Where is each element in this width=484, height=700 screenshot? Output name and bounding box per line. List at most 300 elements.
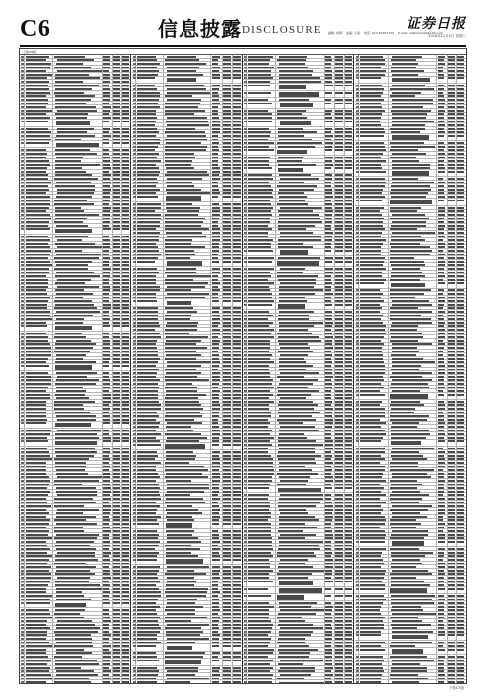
table-cell <box>278 670 315 672</box>
table-cell <box>325 581 333 583</box>
table-cell <box>122 505 129 507</box>
table-cell <box>212 139 219 141</box>
table-cell <box>360 433 387 435</box>
table-cell <box>392 660 434 662</box>
table-cell <box>165 415 202 417</box>
table-cell <box>360 121 381 123</box>
table-cell <box>26 516 46 518</box>
table-cell <box>223 545 231 547</box>
table-cell <box>457 192 464 194</box>
table-cell <box>360 149 386 151</box>
table-cell <box>279 422 304 424</box>
table-cell <box>448 602 455 604</box>
table-cell <box>448 117 455 119</box>
table-cell <box>133 559 136 561</box>
table-cell <box>248 624 273 626</box>
table-cell <box>244 534 247 536</box>
table-cell <box>113 455 120 457</box>
table-cell <box>248 656 268 658</box>
table-cell <box>212 390 221 392</box>
table-cell <box>438 128 445 130</box>
table-cell <box>166 340 200 342</box>
table-cell <box>122 469 129 471</box>
table-cell <box>21 642 24 644</box>
table-cell <box>233 599 241 601</box>
table-cell <box>56 473 88 475</box>
table-cell <box>360 512 381 514</box>
table-cell <box>248 369 269 371</box>
table-cell <box>448 563 455 565</box>
table-cell <box>277 419 316 421</box>
table-cell <box>223 85 231 87</box>
table-cell <box>165 476 208 478</box>
table-cell <box>325 347 333 349</box>
table-cell <box>457 106 464 108</box>
table-cell <box>280 372 319 374</box>
table-cell <box>122 153 129 155</box>
table-cell <box>56 318 84 320</box>
table-cell <box>212 311 219 313</box>
table-cell <box>233 239 241 241</box>
table-cell <box>248 131 271 133</box>
table-cell <box>392 613 435 615</box>
table-cell <box>345 325 352 327</box>
table-cell <box>55 304 94 306</box>
table-cell <box>448 484 455 486</box>
table-cell <box>137 573 158 575</box>
table-cell <box>223 581 231 583</box>
table-cell <box>448 599 455 601</box>
table-cell <box>325 469 332 471</box>
table-cell <box>137 541 161 543</box>
table-cell <box>244 361 247 363</box>
table-cell <box>244 142 247 144</box>
table-cell <box>21 437 24 439</box>
table-cell <box>103 595 109 597</box>
table-cell <box>133 74 136 76</box>
table-cell <box>223 390 231 392</box>
table-cell <box>360 189 384 191</box>
table-cell <box>212 351 219 353</box>
table-cell <box>335 451 343 453</box>
table-cell <box>137 519 157 521</box>
table-row <box>132 299 242 306</box>
table-cell <box>335 624 343 626</box>
table-cell <box>122 157 129 159</box>
table-cell <box>248 92 271 94</box>
table-cell <box>335 103 343 105</box>
table-cell <box>122 559 129 561</box>
table-cell <box>233 670 241 672</box>
table-cell <box>233 361 241 363</box>
table-cell <box>392 135 429 139</box>
table-cell <box>113 627 120 629</box>
table-cell <box>133 171 136 173</box>
table-cell <box>356 523 359 525</box>
table-cell <box>133 157 136 159</box>
table-cell <box>356 473 359 475</box>
table-cell <box>280 660 323 662</box>
table-cell <box>26 286 48 288</box>
table-cell <box>122 379 129 381</box>
table-cell <box>21 336 24 338</box>
table-cell <box>448 282 455 284</box>
table-cell <box>167 577 194 579</box>
table-cell <box>233 502 241 504</box>
table-cell <box>279 182 304 184</box>
table-cell <box>457 157 464 159</box>
table-cell <box>165 221 203 223</box>
table-cell <box>122 340 129 342</box>
table-cell <box>325 372 332 374</box>
table-cell <box>390 192 429 194</box>
table-cell <box>122 440 129 442</box>
table-cell <box>26 534 48 536</box>
table-cell <box>244 358 247 360</box>
table-cell <box>345 333 352 335</box>
table-cell <box>335 404 343 406</box>
table-cell <box>356 390 359 392</box>
table-cell <box>137 444 162 446</box>
table-cell <box>244 548 247 550</box>
table-cell <box>244 372 247 374</box>
table-cell <box>21 448 24 450</box>
table-cell <box>212 261 219 263</box>
table-cell <box>223 261 231 263</box>
table-cell <box>356 552 359 554</box>
table-cell <box>223 674 231 676</box>
table-cell <box>248 160 269 162</box>
table-cell <box>103 527 110 529</box>
table-cell <box>233 117 241 119</box>
table-cell <box>212 343 220 345</box>
table-cell <box>166 548 201 550</box>
table-cell <box>448 437 455 439</box>
table-cell <box>448 376 455 378</box>
table-cell <box>335 257 343 259</box>
table-cell <box>457 103 464 105</box>
table-cell <box>113 387 120 389</box>
table-cell <box>345 300 352 302</box>
table-cell <box>277 484 306 486</box>
table-cell <box>335 239 343 241</box>
table-cell <box>223 268 231 270</box>
table-cell <box>122 541 129 543</box>
table-cell <box>223 638 231 640</box>
table-cell <box>360 415 385 417</box>
table-cell <box>248 110 268 112</box>
table-cell <box>279 509 306 511</box>
table-cell <box>21 257 24 259</box>
table-cell <box>233 469 241 471</box>
table-cell <box>448 307 455 309</box>
table-cell <box>335 261 343 263</box>
table-cell <box>335 609 343 611</box>
table-cell <box>360 527 380 529</box>
table-cell <box>356 225 359 227</box>
table-cell <box>55 167 82 169</box>
table-cell <box>438 275 446 277</box>
table-cell <box>113 415 120 417</box>
table-cell <box>448 670 455 672</box>
table-cell <box>137 422 160 424</box>
table-cell <box>277 455 321 457</box>
table-cell <box>325 519 332 521</box>
table-cell <box>113 660 120 662</box>
table-row <box>355 440 466 447</box>
table-cell <box>212 250 220 252</box>
table-cell <box>457 541 464 543</box>
table-cell <box>223 451 231 453</box>
table-cell <box>21 509 24 511</box>
table-cell <box>113 609 120 611</box>
table-cell <box>122 67 129 69</box>
table-cell <box>244 139 247 141</box>
table-cell <box>103 254 109 256</box>
table-cell <box>223 128 231 130</box>
table-cell <box>248 602 269 604</box>
table-cell <box>137 261 156 263</box>
table-cell <box>360 484 381 486</box>
table-row <box>355 634 466 641</box>
table-cell <box>335 167 343 169</box>
table-cell <box>438 634 446 636</box>
table-cell <box>55 103 86 105</box>
table-cell <box>165 591 208 593</box>
table-cell <box>356 469 359 471</box>
table-cell <box>57 620 92 622</box>
table-cell <box>244 59 247 61</box>
table-cell <box>167 566 209 568</box>
table-cell <box>26 239 50 241</box>
table-cell <box>103 351 110 353</box>
table-cell <box>356 325 359 327</box>
table-cell <box>360 588 385 590</box>
table-cell <box>103 566 109 568</box>
table-cell <box>345 649 352 651</box>
table-cell <box>103 649 109 651</box>
table-cell <box>233 315 241 317</box>
table-cell <box>57 70 102 72</box>
table-cell <box>248 527 271 529</box>
table-cell <box>360 559 384 561</box>
table-cell <box>113 85 120 87</box>
table-cell <box>360 541 386 543</box>
table-cell <box>360 595 385 597</box>
table-cell <box>212 512 219 514</box>
table-cell <box>277 272 302 274</box>
table-cell <box>55 185 95 187</box>
table-cell <box>335 638 343 640</box>
table-cell <box>345 426 352 428</box>
table-cell <box>166 458 195 460</box>
table-cell <box>56 121 90 125</box>
table-cell <box>103 218 110 220</box>
table-cell <box>233 113 241 115</box>
table-cell <box>137 462 162 464</box>
table-cell <box>448 674 455 676</box>
table-cell <box>137 110 156 112</box>
table-cell <box>113 121 120 123</box>
table-cell <box>244 552 247 554</box>
table-cell <box>325 67 331 69</box>
table-cell <box>26 476 49 478</box>
table-cell <box>390 210 416 212</box>
table-cell <box>438 297 446 299</box>
table-cell <box>356 185 359 187</box>
table-cell <box>137 419 157 421</box>
table-cell <box>360 192 383 194</box>
table-cell <box>133 541 136 543</box>
table-cell <box>165 254 195 256</box>
table-cell <box>335 458 343 460</box>
table-cell <box>113 494 120 496</box>
table-cell <box>448 254 455 256</box>
table-cell <box>133 433 136 435</box>
table-cell <box>325 174 332 176</box>
table-cell <box>248 67 274 69</box>
table-cell <box>360 430 386 432</box>
table-cell <box>137 530 157 532</box>
table-cell <box>103 433 109 435</box>
table-cell <box>457 225 464 227</box>
table-cell <box>360 624 385 626</box>
table-cell <box>223 516 231 518</box>
table-cell <box>448 523 455 525</box>
table-cell <box>335 275 343 277</box>
table-cell <box>335 203 343 205</box>
table-cell <box>438 117 445 119</box>
table-cell <box>438 315 444 317</box>
table-cell <box>280 609 324 611</box>
table-cell <box>137 484 160 486</box>
table-cell <box>165 379 209 381</box>
table-cell <box>457 681 464 683</box>
table-cell <box>457 419 464 421</box>
table-cell <box>335 358 343 360</box>
table-cell <box>133 192 136 194</box>
table-cell <box>248 174 272 176</box>
table-cell <box>212 480 220 482</box>
table-cell <box>122 311 129 313</box>
table-cell <box>448 681 455 683</box>
table-cell <box>244 207 247 209</box>
table-cell <box>345 642 352 644</box>
table-cell <box>223 631 231 633</box>
table-cell <box>448 318 455 320</box>
table-cell <box>438 171 445 173</box>
table-cell <box>26 634 47 636</box>
table-cell <box>137 498 161 500</box>
table-cell <box>21 505 24 507</box>
table-cell <box>26 451 49 453</box>
table-cell <box>103 336 109 338</box>
table-cell <box>223 627 231 629</box>
table-cell <box>55 466 86 468</box>
table-cell <box>57 476 102 478</box>
table-cell <box>278 624 313 626</box>
table-cell <box>248 128 269 130</box>
table-cell <box>26 279 48 281</box>
table-cell <box>122 149 129 151</box>
table-cell <box>137 354 159 356</box>
table-cell <box>438 415 444 417</box>
table-cell <box>137 315 159 317</box>
table-cell <box>360 448 386 450</box>
table-cell <box>137 250 159 252</box>
table-cell <box>448 548 455 550</box>
table-cell <box>56 358 83 360</box>
table-cell <box>56 264 88 266</box>
table-cell <box>390 207 421 209</box>
table-cell <box>248 383 272 385</box>
table-cell <box>335 433 343 435</box>
table-cell <box>457 210 464 212</box>
table-cell <box>55 174 91 176</box>
table-cell <box>165 494 189 496</box>
table-cell <box>212 135 219 137</box>
table-cell <box>356 279 359 281</box>
table-cell <box>457 264 464 266</box>
table-cell <box>335 243 343 245</box>
table-cell <box>26 264 52 266</box>
table-cell <box>448 466 455 468</box>
table-cell <box>54 631 97 633</box>
table-cell <box>133 110 136 112</box>
table-cell <box>166 412 201 414</box>
table-cell <box>457 214 464 216</box>
table-cell <box>390 523 421 525</box>
table-cell <box>233 74 241 76</box>
table-cell <box>26 268 49 270</box>
table-row <box>243 303 353 310</box>
table-cell <box>137 293 156 295</box>
table-cell <box>165 315 190 317</box>
table-cell <box>122 99 129 101</box>
table-cell <box>122 498 129 500</box>
table-cell <box>21 171 24 173</box>
table-cell <box>448 433 455 435</box>
table-cell <box>233 484 241 486</box>
table-cell <box>133 602 136 604</box>
table-cell <box>438 584 444 586</box>
table-cell <box>345 448 352 450</box>
table-cell <box>137 440 161 442</box>
table-cell <box>113 307 120 309</box>
table-cell <box>133 146 136 148</box>
table-cell <box>21 387 24 389</box>
table-cell <box>167 78 196 82</box>
table-cell <box>325 649 332 651</box>
table-cell <box>448 347 455 349</box>
table-cell <box>57 430 101 432</box>
table-cell <box>113 354 120 356</box>
table-cell <box>277 642 305 644</box>
table-cell <box>166 440 199 442</box>
table-cell <box>390 257 414 259</box>
table-cell <box>103 570 110 572</box>
table-cell <box>390 404 424 406</box>
table-cell <box>212 221 218 223</box>
table-cell <box>248 142 274 144</box>
table-cell <box>360 214 382 216</box>
table-cell <box>166 196 202 200</box>
table-cell <box>122 192 129 194</box>
table-cell <box>438 239 444 241</box>
table-cell <box>244 419 247 421</box>
table-cell <box>457 56 464 58</box>
table-cell <box>457 537 464 539</box>
